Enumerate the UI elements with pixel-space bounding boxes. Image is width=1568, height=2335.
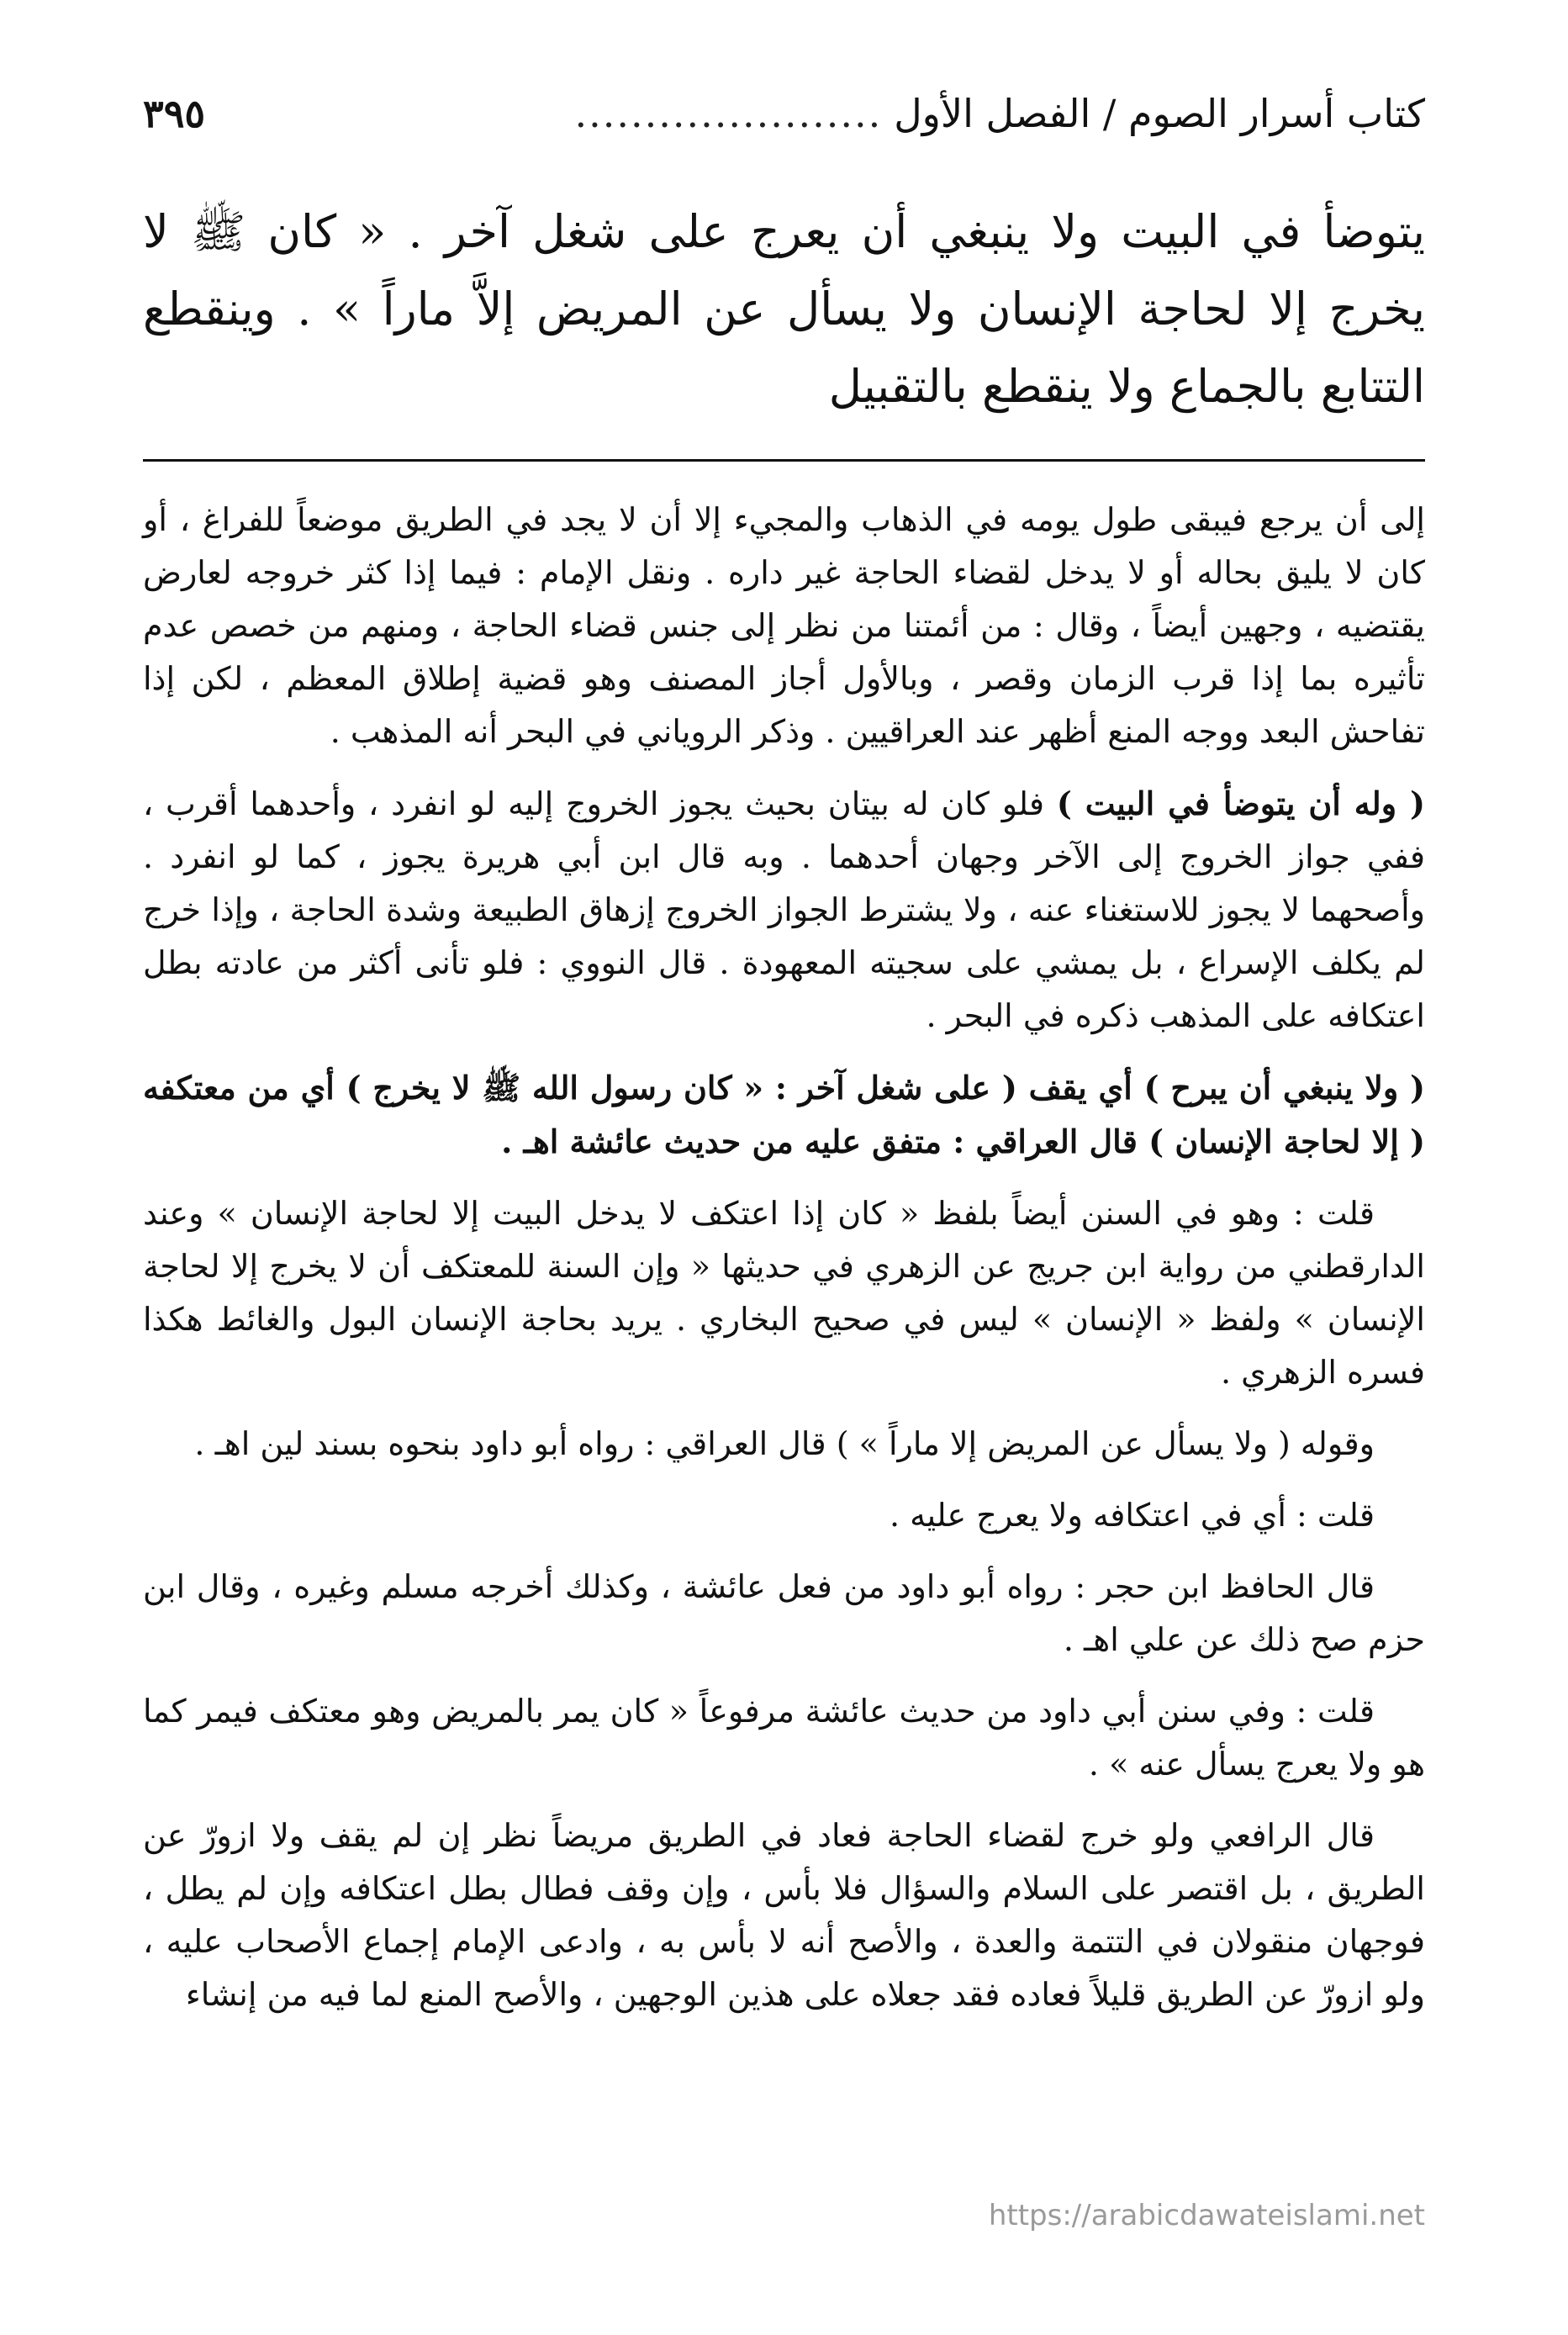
commentary-paragraph xyxy=(143,1187,1425,1399)
commentary-paragraph xyxy=(143,1061,1425,1169)
paragraph-text: فلو كان له بيتان بحيث يجوز الخروج إليه لو انفرد ، وأحدهما أقرب ، ففي جواز الخروج إلى الآخر وجهان أحدهما . وبه قال ابن أبي هريرة يجوز ، كما لو انفرد . وأصحهما لا يجوز للاستغناء عنه ، ولا يشترط الجواز الخروج إزهاق الطبيعة وشدة الحاجة ، وإذا خرج لم يكلف الإسراع ، بل يمشي على سجيته المعهودة . قال النووي : فلو تأنى أكثر من عادته بطل اعتكافه على المذهب ذكره في البحر . xyxy=(143,785,1425,1034)
commentary-paragraph xyxy=(143,494,1425,758)
paragraph-text: قلت : وفي سنن أبي داود من حديث عائشة مرفوعاً « كان يمر بالمريض وهو معتكف فيمر كما هو ولا يعرج يسأل عنه » . xyxy=(143,1693,1425,1783)
commentary-paragraph xyxy=(143,1809,1425,2021)
paragraph-text: وقوله ( ولا يسأل عن المريض إلا ماراً » ) قال العراقي : رواه أبو داود بنحوه بسند لين اهـ . xyxy=(194,1425,1375,1462)
commentary-paragraph xyxy=(143,777,1425,1043)
quoted-phrase: ( وله أن يتوضأ في البيت ) xyxy=(1056,784,1426,822)
commentary-section xyxy=(143,494,1425,2021)
paragraph-text: قال الرافعي ولو خرج لقضاء الحاجة فعاد في الطريق مريضاً نظر إن لم يقف ولا ازورّ عن الطريق ، بل اقتصر على السلام والسؤال فلا بأس ، وإن وقف فطال بطل اعتكافه وإن لم يطل ، فوجهان منقولان في التتمة والعدة ، والأصح أنه لا بأس به ، وادعى الإمام إجماع الأصحاب عليه ، ولو ازورّ عن الطريق قليلاً فعاده فقد جعلاه على هذين الوجهين ، والأصح المنع لما فيه من إنشاء xyxy=(143,1817,1425,2013)
page-number: ٣٩٥ xyxy=(143,91,206,136)
paragraph-text: قال الحافظ ابن حجر : رواه أبو داود من فعل عائشة ، وكذلك أخرجه مسلم وغيره ، وقال ابن حزم صح ذلك عن علي اهـ . xyxy=(143,1568,1425,1658)
paragraph-text: أي يقف ( على شغل آخر : « كان رسول الله ﷺ لا يخرج ) أي من معتكفه ( إلا لحاجة الإنسان ) قال العراقي : متفق عليه من حديث عائشة اهـ . xyxy=(143,1069,1425,1160)
header-title: كتاب أسرار الصوم / الفصل الأول xyxy=(894,91,1425,136)
quoted-phrase: ( ولا ينبغي أن يبرح ) xyxy=(1143,1069,1425,1107)
commentary-paragraph xyxy=(143,1561,1425,1667)
header-leader-dots: ...................... xyxy=(574,91,883,136)
paragraph-text: قلت : أي في اعتكافه ولا يعرج عليه . xyxy=(889,1497,1375,1534)
separator-rule xyxy=(143,459,1425,462)
paragraph-text: إلى أن يرجع فيبقى طول يومه في الذهاب والمجيء إلا أن لا يجد في الطريق موضعاً للفراغ ، أو كان لا يليق بحاله أو لا يدخل لقضاء الحاجة غير داره . ونقل الإمام : فيما إذا كثر خروجه لعارض يقتضيه ، وجهين أيضاً ، وقال : من أئمتنا من نظر إلى جنس قضاء الحاجة ، ومنهم من خصص عدم تأثيره بما إذا قرب الزمان وقصر ، وبالأول أجاز المصنف وهو قضية إطلاق المعظم ، لكن إذا تفاحش البعد ووجه المنع أظهر عند العراقيين . وذكر الروياني في البحر أنه المذهب . xyxy=(143,501,1425,750)
commentary-paragraph xyxy=(143,1685,1425,1791)
commentary-paragraph xyxy=(143,1418,1425,1471)
commentary-paragraph xyxy=(143,1489,1425,1542)
source-watermark: https://arabicdawateislami.net xyxy=(988,2199,1425,2232)
paragraph-text: قلت : وهو في السنن أيضاً بلفظ « كان إذا اعتكف لا يدخل البيت إلا لحاجة الإنسان » وعند الدارقطني من رواية ابن جريج عن الزهري في حديثها « وإن السنة للمعتكف أن لا يخرج إلا لحاجة الإنسان » ولفظ « الإنسان » ليس في صحيح البخاري . يريد بحاجة الإنسان البول والغائط هكذا فسره الزهري . xyxy=(143,1195,1425,1391)
main-text-block: يتوضأ في البيت ولا ينبغي أن يعرج على شغل آخر . « كان ﷺ لا يخرج إلا لحاجة الإنسان ولا يسأل عن المريض إلاَّ ماراً » . وينقطع التتابع بالجماع ولا ينقطع بالتقبيل xyxy=(143,205,1425,413)
running-header xyxy=(143,84,1425,143)
document-page xyxy=(143,84,1425,2040)
